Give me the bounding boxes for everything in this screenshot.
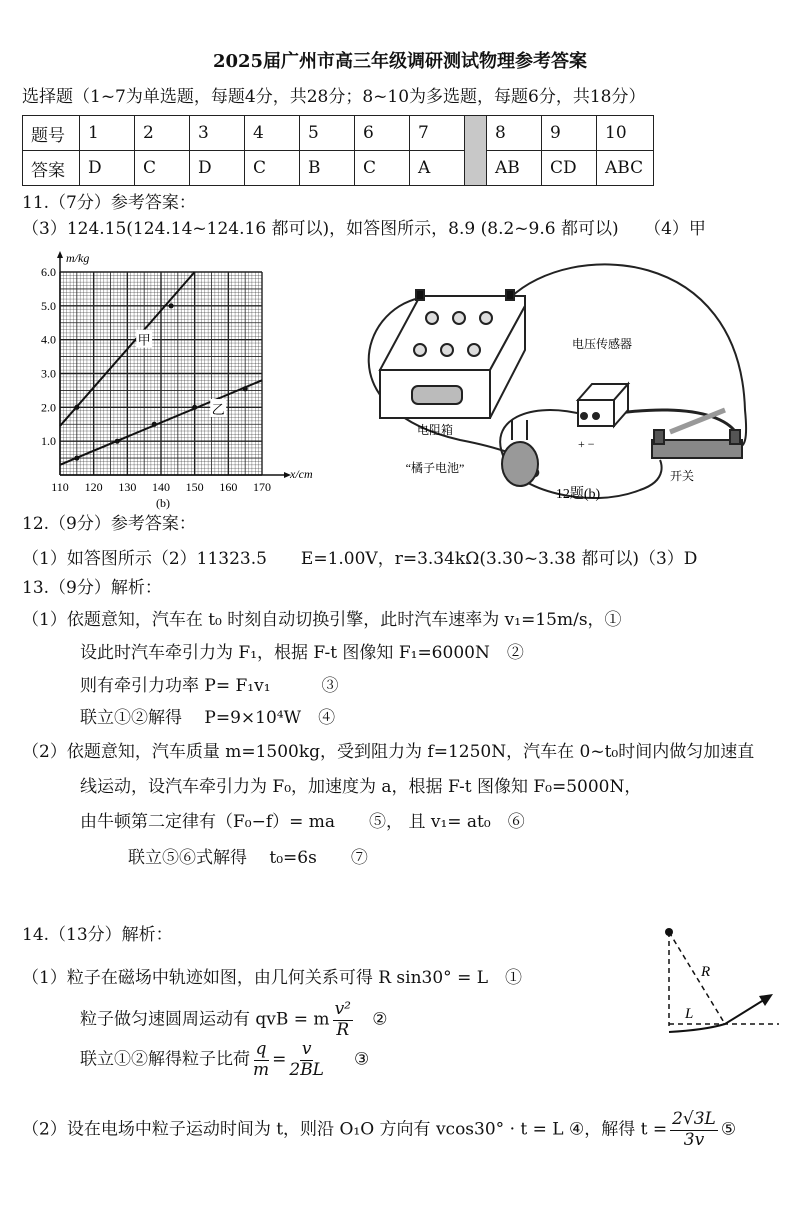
- table-cell: 1: [80, 116, 135, 151]
- equation-number: ③: [354, 1049, 370, 1070]
- fraction: $\frac{q}{m}$: [253, 1039, 270, 1080]
- y-tick-label: 2.0: [41, 400, 56, 415]
- q14-line: 联立①②解得粒子比荷 $\frac{q}{m}$ = $\frac{v}{2BL}$ ③: [80, 1039, 370, 1080]
- table-cell: 5: [300, 116, 355, 151]
- row-header: 题号: [23, 116, 80, 151]
- x-tick-label: 160: [219, 480, 238, 494]
- q13-line: 则有牵引力功率 P= F₁v₁ ③: [80, 676, 339, 696]
- data-point: [243, 386, 248, 391]
- orange-battery-icon: [502, 420, 538, 486]
- equation-number: ②: [372, 1009, 388, 1030]
- table-cell: 8: [487, 116, 542, 151]
- equation-number: ⑤: [720, 1119, 737, 1140]
- table-cell: CD: [542, 151, 597, 186]
- table-cell: C: [135, 151, 190, 186]
- answer-table: [22, 115, 654, 186]
- q12-answer: （1）如答图所示（2）11323.5 E=1.00V，r=3.34kΩ(3.30~3.38 都可以)（3）D: [22, 549, 698, 569]
- radius-label: R: [701, 964, 711, 980]
- sensor-label: 电压传感器: [571, 337, 633, 351]
- resistor-box-label: 电阻箱: [416, 423, 454, 437]
- table-cell: AB: [487, 151, 542, 186]
- q14-line: [80, 1000, 387, 1040]
- circuit-diagram: [340, 250, 760, 510]
- y-tick-label: 1.0: [41, 434, 56, 449]
- q13-line: 线运动，设汽车牵引力为 F₀，加速度为 a，根据 F-t 图像知 F₀=5000N，: [80, 777, 642, 797]
- voltage-sensor-icon: [578, 384, 628, 426]
- table-cell: 6: [355, 116, 410, 151]
- sensor-terminals: + −: [578, 437, 595, 451]
- q13-line: 联立①②解得 P=9×10⁴W ④: [80, 708, 336, 728]
- q12-heading: 12.（9分）参考答案：: [22, 514, 196, 534]
- switch-label: 开关: [669, 469, 695, 483]
- y-tick-label: 4.0: [41, 332, 56, 347]
- series-label: 甲: [137, 332, 151, 348]
- y-axis-arrow-icon: [57, 251, 63, 258]
- wire: [510, 264, 746, 446]
- mass-length-chart: [0, 250, 330, 512]
- x-tick-label: 130: [118, 480, 137, 494]
- series-label: 乙: [211, 402, 225, 418]
- arrow-icon: [759, 994, 773, 1006]
- q14-line: （1）粒子在磁场中轨迹如图，由几何关系可得 R sin30° = L ①: [22, 968, 523, 988]
- table-cell: 9: [542, 116, 597, 151]
- battery-label: “橘子电池”: [405, 461, 465, 475]
- choice-intro: 选择题（1~7为单选题，每题4分，共28分；8~10为多选题，每题6分，共18分）: [22, 87, 646, 107]
- q14-heading: 14.（13分）解析：: [22, 925, 173, 945]
- data-point: [169, 303, 174, 308]
- separator-cell: [465, 116, 487, 186]
- table-cell: B: [300, 151, 355, 186]
- equation-text: 粒子做匀速圆周运动有 qvB = m: [80, 1009, 330, 1030]
- table-cell: C: [355, 151, 410, 186]
- x-axis-label: x/cm: [290, 467, 313, 481]
- table-cell: ABC: [597, 151, 654, 186]
- data-point: [74, 405, 79, 410]
- fraction: $\frac{v}{2BL}$: [289, 1039, 324, 1080]
- table-cell: A: [410, 151, 465, 186]
- equation-text: （2）设在电场中粒子运动时间为 t，则沿 O₁O 方向有 vcos30° · t = L ④，解得 t =: [22, 1119, 668, 1140]
- table-cell: D: [80, 151, 135, 186]
- q13-line: （2）依题意知，汽车质量 m=1500kg，受到阻力为 f=1250N，汽车在 0~t₀时间内做匀加速直: [22, 742, 755, 762]
- table-row: [23, 151, 654, 186]
- table-cell: 10: [597, 116, 654, 151]
- y-tick-label: 3.0: [41, 366, 56, 381]
- data-point: [74, 455, 79, 460]
- data-point: [152, 422, 157, 427]
- table-cell: 4: [245, 116, 300, 151]
- chart-grid: [57, 251, 291, 478]
- page-title: 2025届广州市高三年级调研测试物理参考答案: [212, 51, 588, 72]
- data-point: [115, 439, 120, 444]
- length-label: L: [685, 1006, 694, 1022]
- table-cell: 2: [135, 116, 190, 151]
- table-row: [23, 116, 654, 151]
- chart-caption: (b): [156, 496, 170, 510]
- row-header: 答案: [23, 151, 80, 186]
- resistor-box-icon: [380, 290, 525, 418]
- x-tick-label: 120: [84, 480, 103, 494]
- q11-answer: （3）124.15(124.14~124.16 都可以)，如答图所示，8.9 (8.2~9.6 都可以) （4）甲: [22, 219, 706, 239]
- table-cell: D: [190, 151, 245, 186]
- data-point: [192, 405, 197, 410]
- table-cell: C: [245, 151, 300, 186]
- x-tick-label: 170: [253, 480, 271, 494]
- table-cell: 7: [410, 116, 465, 151]
- q13-line: 由牛顿第二定律有（F₀−f）= ma ⑤， 且 v₁= at₀ ⑥: [80, 812, 525, 832]
- table-cell: 3: [190, 116, 245, 151]
- q13-heading: 13.（9分）解析：: [22, 578, 162, 598]
- q13-line: 设此时汽车牵引力为 F₁，根据 F-t 图像知 F₁=6000N ②: [80, 643, 524, 663]
- trajectory-figure: [655, 920, 785, 1050]
- x-tick-label: 110: [51, 480, 69, 494]
- q11-heading: 11.（7分）参考答案：: [22, 193, 196, 213]
- y-tick-label: 5.0: [41, 298, 56, 313]
- switch-icon: [652, 410, 742, 458]
- y-axis-label: m/kg: [66, 251, 90, 265]
- q14-line: [22, 1110, 736, 1150]
- q13-line: 联立⑤⑥式解得 t₀=6s ⑦: [128, 848, 368, 868]
- x-tick-label: 140: [152, 480, 170, 494]
- circuit-caption: 12题(b): [555, 487, 601, 502]
- fraction: $\frac{2√3L}{3v}$: [672, 1109, 716, 1150]
- q13-line: （1）依题意知，汽车在 t₀ 时刻自动切换引擎，此时汽车速率为 v₁=15m/s，①: [22, 610, 622, 630]
- fraction: $\frac{\text{v²}}{R}$: [334, 999, 351, 1040]
- equation-text: 联立①②解得粒子比荷: [80, 1049, 250, 1070]
- y-tick-label: 6.0: [41, 265, 56, 279]
- x-tick-label: 150: [185, 480, 204, 494]
